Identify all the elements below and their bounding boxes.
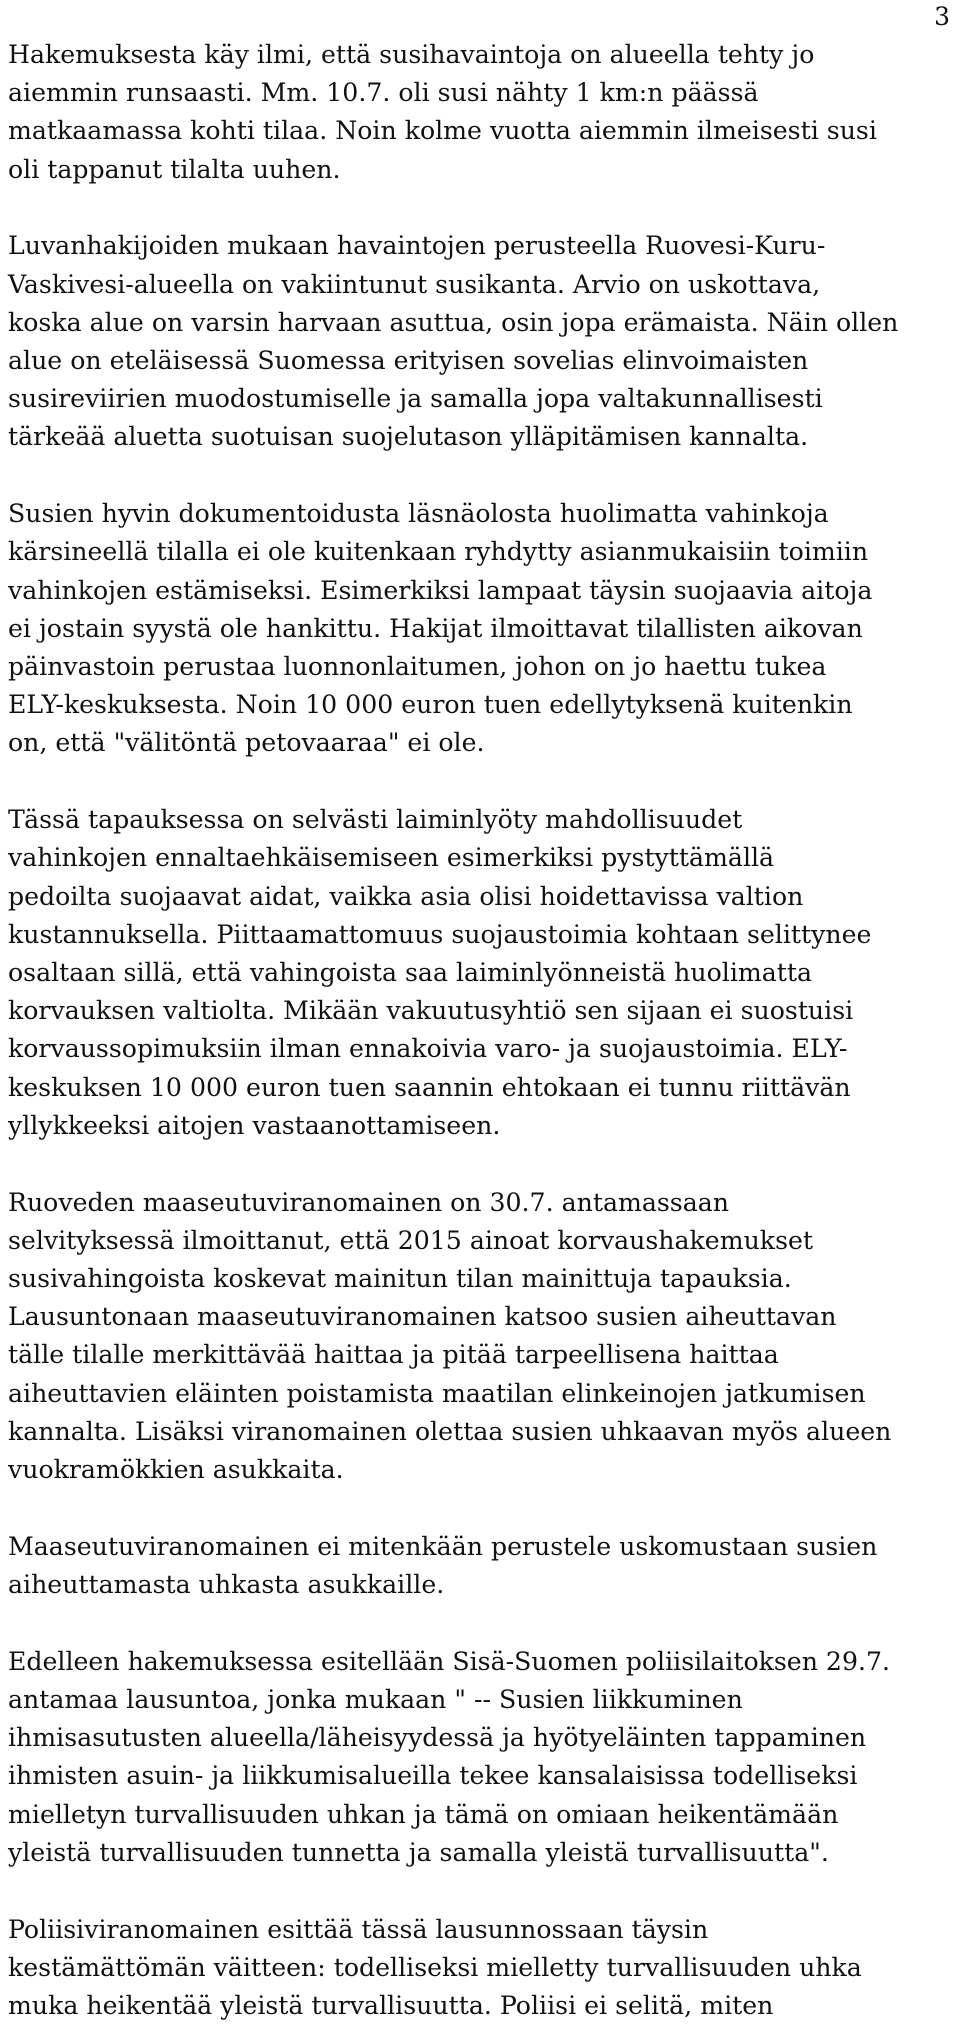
text-line: Maaseutuviranomainen ei mitenkään perustele uskomustaan susien [8,1531,878,1561]
text-line: muka heikentää yleistä turvallisuutta. Poliisi ei selitä, miten [8,1991,774,2021]
text-line: päinvastoin perustaa luonnonlaitumen, johon on jo haettu tukea [8,652,827,682]
text-line: kestämättömän väitteen: todelliseksi mielletty turvallisuuden uhka [8,1952,862,1982]
text-line: susireviirien muodostumiselle ja samalla jopa valtakunnallisesti [8,384,823,414]
text-line: pedoilta suojaavat aidat, vaikka asia olisi hoidettavissa valtion [8,881,804,911]
paragraph-police-statement [8,1643,958,1872]
text-line: aiheuttavien eläinten poistamista maatilan elinkeinojen jatkumisen [8,1378,866,1408]
text-line: korvaussopimuksiin ilman ennakoivia varo- ja suojaustoimia. ELY- [8,1034,848,1064]
text-line: Lausuntonaan maaseutuviranomainen katsoo susien aiheuttavan [8,1302,837,1332]
text-line: on, että "välitöntä petovaaraa" ei ole. [8,728,485,758]
text-line: korvauksen valtiolta. Mikään vakuutusyhtiö sen sijaan ei suostuisi [8,996,854,1026]
text-line: antamaa lausuntoa, jonka mukaan " -- Susien liikkuminen [8,1685,743,1715]
text-line: Susien hyvin dokumentoidusta läsnäolosta huolimatta vahinkoja [8,499,829,529]
text-line: koska alue on varsin harvaan asuttua, osin jopa erämaista. Näin ollen [8,307,899,337]
text-line: Poliisiviranomainen esittää tässä lausunnossaan täysin [8,1914,709,1944]
paragraph-neglected-measures [8,801,958,1145]
paragraph-no-prevention [8,495,958,762]
page-number: 3 [934,2,950,31]
text-line: Ruoveden maaseutuviranomainen on 30.7. antamassaan [8,1187,729,1217]
text-line: yleistä turvallisuuden tunnetta ja samalla yleistä turvallisuutta". [8,1837,829,1867]
text-line: yllykkeeksi aitojen vastaanottamiseen. [8,1110,501,1140]
text-line: vahinkojen ennaltaehkäisemiseen esimerkiksi pystyttämällä [8,843,775,873]
text-line: tälle tilalle merkittävää haittaa ja pitää tarpeellisena haittaa [8,1340,779,1370]
text-line: osaltaan sillä, että vahingoista saa laiminlyönneistä huolimatta [8,958,813,988]
text-line: oli tappanut tilalta uuhen. [8,154,341,184]
text-line: kannalta. Lisäksi viranomainen olettaa susien uhkaavan myös alueen [8,1416,892,1446]
text-line: kärsineellä tilalla ei ole kuitenkaan ryhdytty asianmukaisiin toimiin [8,537,869,567]
paragraph-established-population [8,227,958,456]
text-line: vuokramökkien asukkaita. [8,1455,344,1485]
text-line: vahinkojen estämiseksi. Esimerkiksi lampaat täysin suojaavia aitoja [8,575,873,605]
text-line: matkaamassa kohti tilaa. Noin kolme vuotta aiemmin ilmeisesti susi [8,116,877,146]
paragraph-rural-authority [8,1184,958,1490]
text-line: ihmisten asuin- ja liikkumisalueilla tekee kansalaisissa todelliseksi [8,1761,858,1791]
paragraph-wolf-sightings [8,36,958,189]
text-line: ELY-keskuksesta. Noin 10 000 euron tuen edellytyksenä kuitenkin [8,690,853,720]
text-line: Luvanhakijoiden mukaan havaintojen perusteella Ruovesi-Kuru- [8,231,826,261]
text-line: mielletyn turvallisuuden uhkan ja tämä on omiaan heikentämään [8,1799,839,1829]
text-line: Edelleen hakemuksessa esitellään Sisä-Suomen poliisilaitoksen 29.7. [8,1646,891,1676]
paragraph-no-justification [8,1528,958,1604]
text-line: Hakemuksesta käy ilmi, että susihavaintoja on alueella tehty jo [8,40,815,69]
text-line: aiheuttamasta uhkasta asukkaille. [8,1570,445,1600]
text-line: kustannuksella. Piittaamattomuus suojaustoimia kohtaan selittynee [8,919,872,949]
text-line: aiemmin runsaasti. Mm. 10.7. oli susi nähty 1 km:n päässä [8,78,759,108]
text-line: keskuksen 10 000 euron tuen saannin ehtokaan ei tunnu riittävän [8,1072,851,1102]
text-line: Tässä tapauksessa on selvästi laiminlyöty mahdollisuudet [8,805,743,835]
text-line: ei jostain syystä ole hankittu. Hakijat ilmoittavat tilallisten aikovan [8,613,863,643]
text-line: tärkeää aluetta suotuisan suojelutason ylläpitämisen kannalta. [8,422,809,452]
paragraph-police-claim [8,1911,958,2025]
text-line: Vaskivesi-alueella on vakiintunut susikanta. Arvio on uskottava, [8,269,821,299]
text-line: alue on eteläisessä Suomessa erityisen sovelias elinvoimaisten [8,346,809,376]
text-line: ihmisasutusten alueella/läheisyydessä ja hyötyeläinten tappaminen [8,1723,867,1753]
text-line: susivahingoista koskevat mainitun tilan mainittuja tapauksia. [8,1264,792,1294]
text-line: selvityksessä ilmoittanut, että 2015 ainoat korvaushakemukset [8,1225,814,1255]
